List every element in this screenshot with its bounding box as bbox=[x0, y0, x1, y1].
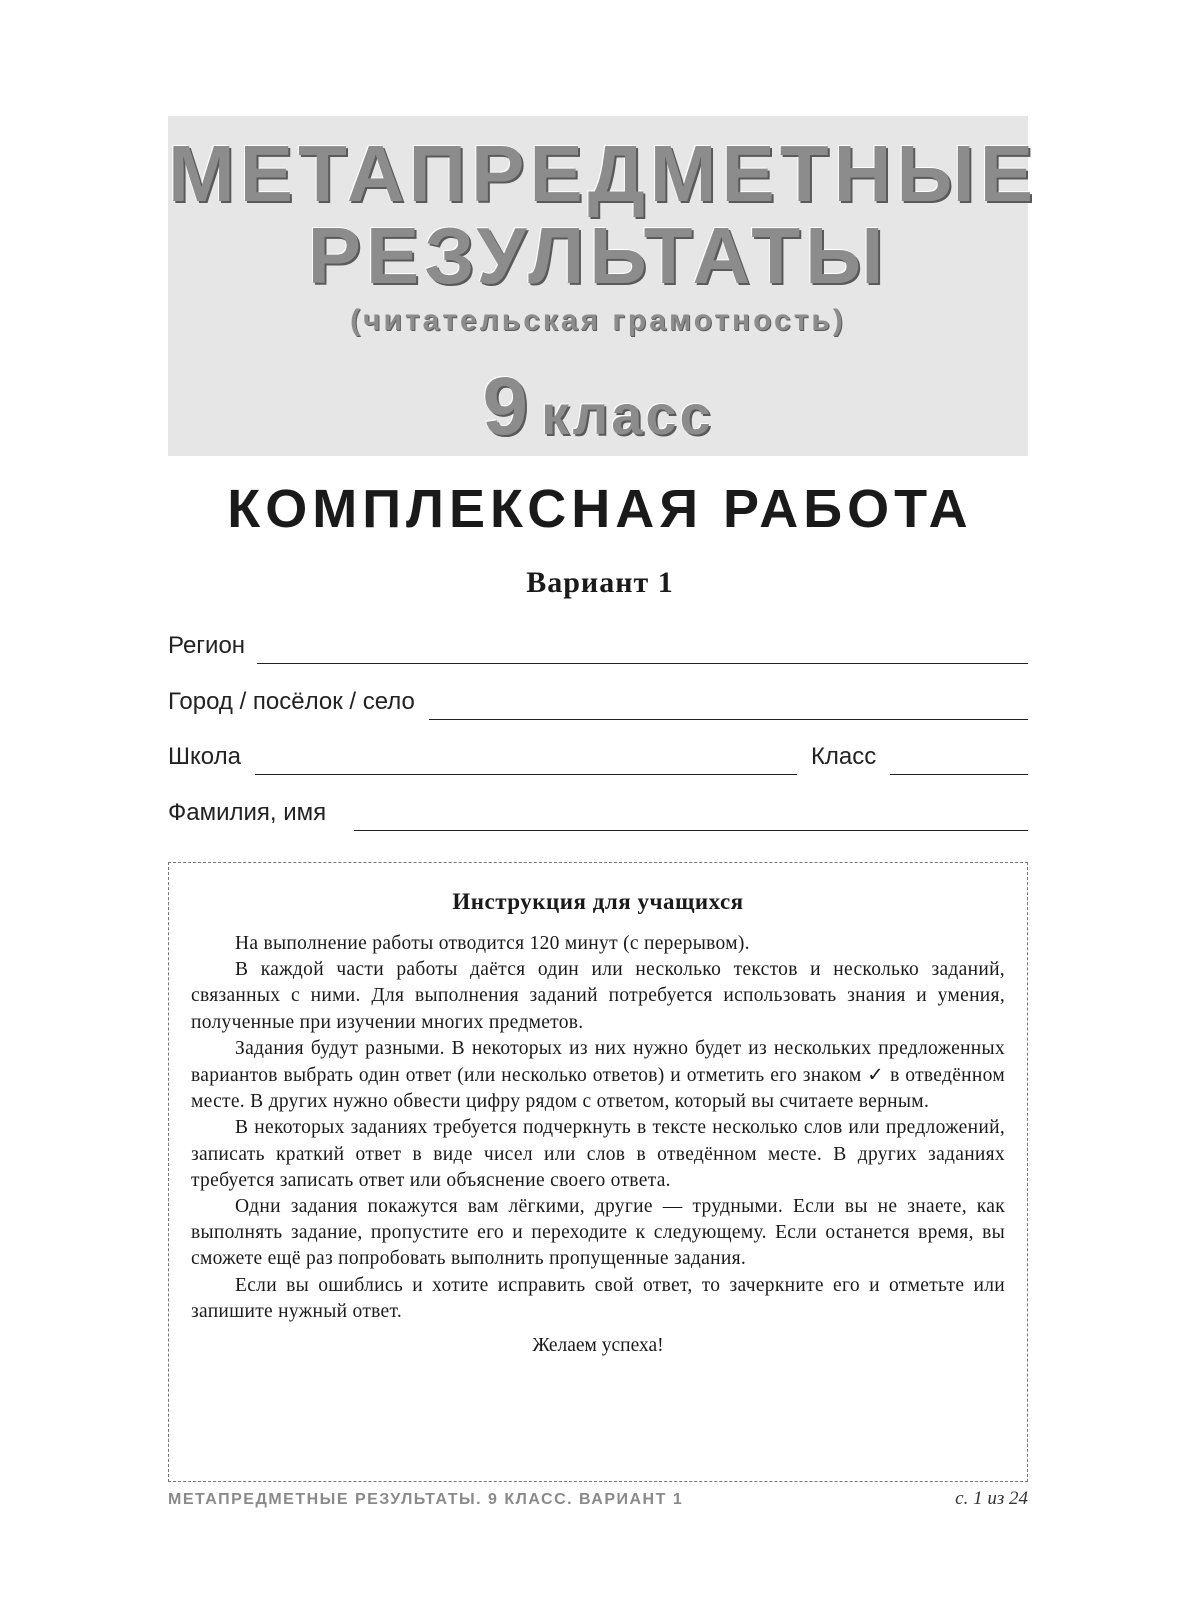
grade-word: класс bbox=[540, 383, 714, 446]
region-field-row bbox=[168, 630, 1028, 664]
banner-title-line2: РЕЗУЛЬТАТЫ bbox=[307, 211, 889, 300]
school-field-row bbox=[168, 741, 1028, 775]
instructions-paragraph: В некоторых заданиях требуется подчеркнуть в тексте несколько слов или предложений, записать краткий ответ в виде чисел или слов в отведённом месте. В других заданиях требуется записать ответ или объяснение своего ответа. bbox=[191, 1117, 1005, 1191]
class-label: Класс bbox=[810, 743, 877, 770]
instructions-title: Инструкция для учащихся bbox=[452, 889, 744, 914]
closing-wish: Желаем успеха! bbox=[532, 1335, 664, 1357]
main-title: КОМПЛЕКСНАЯ РАБОТА bbox=[227, 479, 973, 539]
city-input-line[interactable] bbox=[429, 695, 1028, 720]
checkmark-icon: ✓ bbox=[867, 1063, 885, 1087]
city-label: Город / посёлок / село bbox=[168, 688, 415, 715]
school-label: Школа bbox=[168, 743, 241, 770]
instructions-body bbox=[191, 931, 1005, 1325]
banner-subtitle: (читательская грамотность) bbox=[350, 304, 846, 337]
instructions-paragraph bbox=[191, 1036, 1005, 1116]
instructions-paragraph: Если вы ошиблись и хотите исправить свой ответ, то зачеркните его и отметьте или запишите нужный ответ. bbox=[191, 1274, 1005, 1322]
grade-number: 9 bbox=[482, 361, 531, 452]
banner-grade bbox=[168, 360, 1028, 454]
paragraph-text: Задания будут разными. В некоторых из них нужно будет из нескольких предложенных вариантов выбрать один ответ (или несколько ответов) и отметить его знаком bbox=[191, 1037, 1005, 1087]
instructions-paragraph: В каждой части работы даётся один или несколько текстов и несколько заданий, связанных с ними. Для выполнения заданий потребуется использовать знания и умения, полученные при изучении многих предметов. bbox=[191, 959, 1005, 1033]
region-label: Регион bbox=[168, 632, 246, 659]
variant-label: Вариант 1 bbox=[526, 566, 674, 599]
instructions-paragraph: Одни задания покажутся вам лёгкими, другие — трудными. Если вы не знаете, как выполнять задание, пропустите его и переходите к следующему. Если останется время, вы сможете ещё раз попробовать выполнить пропущенные задания. bbox=[191, 1196, 1005, 1270]
name-label: Фамилия, имя bbox=[168, 799, 327, 826]
page-number: с. 1 из 24 bbox=[955, 1488, 1028, 1509]
region-input-line[interactable] bbox=[257, 639, 1028, 664]
footer-running-title: МЕТАПРЕДМЕТНЫЕ РЕЗУЛЬТАТЫ. 9 КЛАСС. ВАРИАНТ 1 bbox=[168, 1491, 684, 1508]
instructions-paragraph: На выполнение работы отводится 120 минут (с перерывом). bbox=[235, 933, 750, 954]
name-field-row bbox=[168, 797, 1028, 831]
city-field-row bbox=[168, 686, 1028, 720]
title-banner bbox=[168, 116, 1039, 456]
school-input-line[interactable] bbox=[255, 750, 797, 775]
name-input-line[interactable] bbox=[354, 806, 1028, 831]
banner-title-line1: МЕТАПРЕДМЕТНЫЕ bbox=[168, 129, 1039, 218]
paragraph-text: в отведённом месте. В других нужно обвести цифру рядом с ответом, который вы считаете верным. bbox=[191, 1065, 1005, 1113]
instructions-box bbox=[168, 862, 1028, 1482]
class-input-line[interactable] bbox=[890, 750, 1028, 775]
